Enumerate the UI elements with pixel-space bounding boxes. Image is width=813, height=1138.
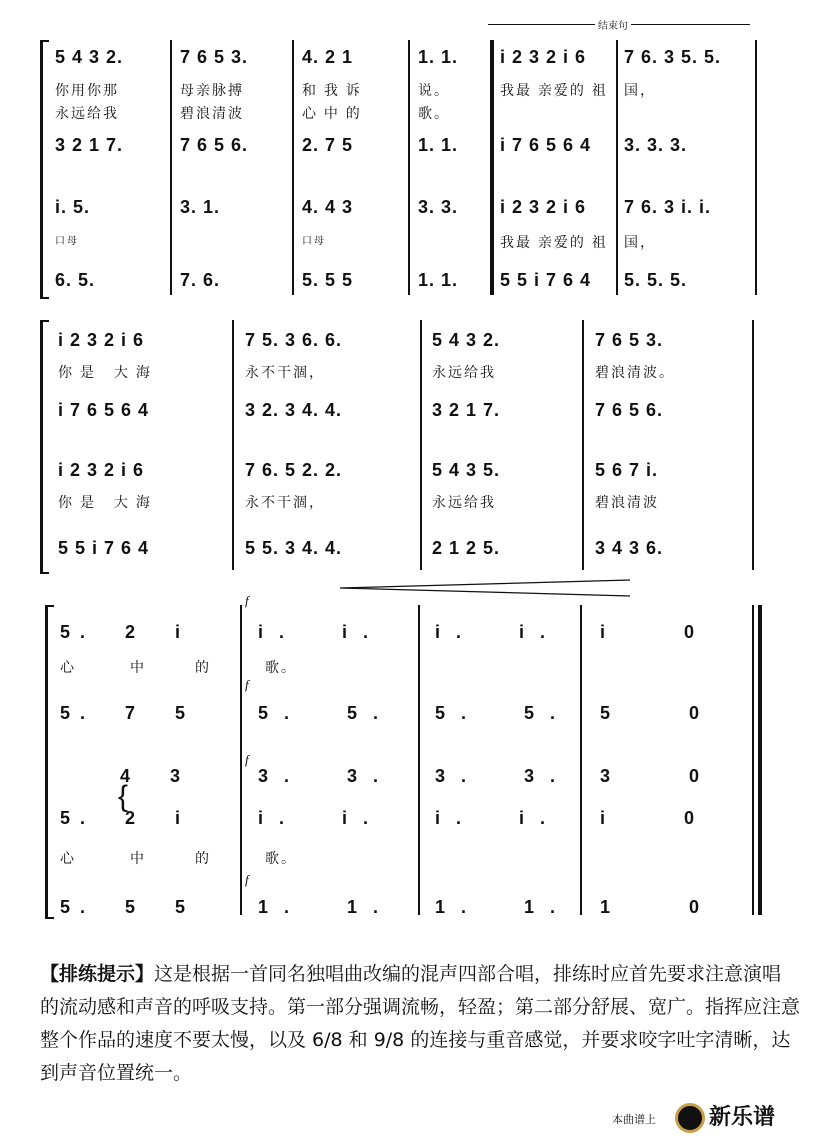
note-cell: 5. 5. 5. (624, 270, 688, 290)
lyric: 口母 (55, 236, 79, 247)
dynamic-mark: f (245, 593, 249, 608)
note-cell: i 2 3 2 i 6 (58, 330, 145, 350)
note-cell: 5. 2 i (60, 808, 191, 828)
note-cell: 3. 3. (258, 766, 395, 786)
note-cell: i. i. (258, 622, 385, 642)
lyric: 我最 亲爱的 祖 (500, 234, 608, 250)
note-cell: 5 5 i 7 6 4 (500, 270, 592, 290)
note-cell: 3 4 3 6. (595, 538, 664, 558)
lyric: 你用你那 (55, 82, 119, 98)
note-cell: 7 6 5 3. (595, 330, 664, 350)
lyric: 碧浪清波 (180, 105, 244, 121)
system2-brace (40, 320, 49, 574)
note-cell: 5. 7 5 (60, 703, 196, 723)
repeat-barline (490, 40, 494, 295)
barline (752, 320, 754, 570)
lyric: 说。 (418, 82, 450, 98)
lyric: 口母 (302, 236, 326, 247)
lyric: 你是 大海 (58, 494, 158, 510)
note-cell: 1. 1. (435, 897, 572, 917)
note-cell: 5 4 3 5. (432, 460, 501, 480)
note-cell: 5. 2 i (60, 622, 191, 642)
lyric: 国， (624, 234, 656, 250)
note-cell: 7 5. 3 6. 6. (245, 330, 343, 350)
barline (240, 605, 242, 915)
note-cell: 5 0 (600, 703, 716, 723)
note-cell: i 0 (600, 808, 711, 828)
lyric: 的 (195, 850, 211, 866)
note-cell: 5 5. 3 4. 4. (245, 538, 343, 558)
note-cell: 1 0 (600, 897, 716, 917)
lyric: 中 (130, 850, 146, 866)
lyric: 碧浪清波。 (595, 364, 675, 380)
lyric: 歌。 (418, 105, 450, 121)
note-cell: i. i. (435, 622, 562, 642)
note-cell: 7 6 5 6. (595, 400, 664, 420)
note-cell: i 2 3 2 i 6 (500, 197, 587, 217)
note-cell: i 0 (600, 622, 711, 642)
barline (418, 605, 420, 915)
note-cell: 5 5 i 7 6 4 (58, 538, 150, 558)
note-cell: i 2 3 2 i 6 (58, 460, 145, 480)
note-cell: i 7 6 5 6 4 (58, 400, 150, 420)
note-cell: 5. 5 5 (302, 270, 354, 290)
logo-disc-icon (675, 1103, 705, 1133)
note-cell: i 2 3 2 i 6 (500, 47, 587, 67)
hint-text: 这是根据一首同名独唱曲改编的混声四部合唱，排练时应首先要求注意演唱的流动感和声音的呼吸支持。第一部分强调流畅，轻盈；第二部分舒展、宽广。指挥应注意整个作品的速度不要太慢，以及 6/8 和 9/8 的连接与重音感觉，并要求咬字吐字清晰，达到声音位置统一。 (40, 963, 801, 1084)
note-cell: i. i. (258, 808, 385, 828)
system1-brace (40, 40, 49, 299)
system3-brace (45, 605, 54, 919)
note-cell: 3 2 1 7. (55, 135, 124, 155)
note-cell: 4 3 (60, 766, 191, 786)
barline (580, 605, 582, 915)
note-cell: 3. 3. (435, 766, 572, 786)
note-cell: 4. 4 3 (302, 197, 354, 217)
barline (420, 320, 422, 570)
note-cell: 1. 1. (418, 270, 459, 290)
lyric: 永远给我 (432, 494, 496, 510)
logo-text: 新乐谱 (709, 1105, 776, 1130)
crescendo-hairpin (0, 578, 813, 598)
lyric: 母亲脉搏 (180, 82, 244, 98)
lyric: 心 中 的 (302, 105, 362, 121)
final-barline (752, 605, 754, 915)
lyric: 的 (195, 659, 211, 675)
voice-brace: { (118, 780, 131, 813)
note-cell: 7 6. 5 2. 2. (245, 460, 343, 480)
lyric: 碧浪清波 (595, 494, 659, 510)
lyric: 歌。 (265, 659, 297, 675)
barline (616, 40, 618, 295)
lyric: 我最 亲爱的 祖 (500, 82, 608, 98)
note-cell: i 7 6 5 6 4 (500, 135, 592, 155)
note-cell: i. 5. (55, 197, 91, 217)
note-cell: 7. 6. (180, 270, 221, 290)
note-cell: 3 2. 3 4. 4. (245, 400, 343, 420)
note-cell: 5 6 7 i. (595, 460, 659, 480)
note-cell: 4. 2 1 (302, 47, 354, 67)
lyric: 国， (624, 82, 656, 98)
ending-mark: 结束句 (595, 17, 631, 32)
site-logo (675, 1100, 775, 1133)
note-cell: 3. 1. (180, 197, 221, 217)
note-cell: 5. 5. (435, 703, 572, 723)
lyric: 和 我 诉 (302, 82, 362, 98)
note-cell: 1. 1. (418, 135, 459, 155)
lyric: 永远给我 (432, 364, 496, 380)
lyric: 歌。 (265, 850, 297, 866)
final-barline (758, 605, 762, 915)
lyric: 永远给我 (55, 105, 119, 121)
dynamic-mark: f (245, 677, 249, 692)
note-cell: 1. 1. (258, 897, 395, 917)
barline (755, 40, 757, 295)
lyric: 中 (130, 659, 146, 675)
note-cell: 3. 3. (418, 197, 459, 217)
note-cell: 5. 5 5 (60, 897, 196, 917)
note-cell: 1. 1. (418, 47, 459, 67)
note-cell: i. i. (435, 808, 562, 828)
note-cell: 5 4 3 2. (432, 330, 501, 350)
lyric: 永不干涸， (245, 364, 325, 380)
rehearsal-hint (40, 958, 800, 1090)
footer-note: 本曲谱上 (612, 1114, 656, 1126)
note-cell: 7 6. 3 i. i. (624, 197, 712, 217)
hint-title: 【排练提示】 (40, 963, 155, 985)
lyric: 心 (60, 659, 76, 675)
lyric: 你是 大海 (58, 364, 158, 380)
barline (292, 40, 294, 295)
note-cell: 5 4 3 2. (55, 47, 124, 67)
note-cell: 7 6 5 3. (180, 47, 249, 67)
note-cell: 2. 7 5 (302, 135, 354, 155)
dynamic-mark: f (245, 872, 249, 887)
barline (408, 40, 410, 295)
note-cell: 6. 5. (55, 270, 96, 290)
lyric: 心 (60, 850, 76, 866)
note-cell: 3 2 1 7. (432, 400, 501, 420)
note-cell: 3. 3. 3. (624, 135, 688, 155)
barline (582, 320, 584, 570)
note-cell: 5. 5. (258, 703, 395, 723)
note-cell: 2 1 2 5. (432, 538, 501, 558)
dynamic-mark: f (245, 752, 249, 767)
note-cell: 7 6. 3 5. 5. (624, 47, 722, 67)
note-cell: 7 6 5 6. (180, 135, 249, 155)
barline (170, 40, 172, 295)
lyric: 永不干涸， (245, 494, 325, 510)
barline (232, 320, 234, 570)
note-cell: 3 0 (600, 766, 716, 786)
